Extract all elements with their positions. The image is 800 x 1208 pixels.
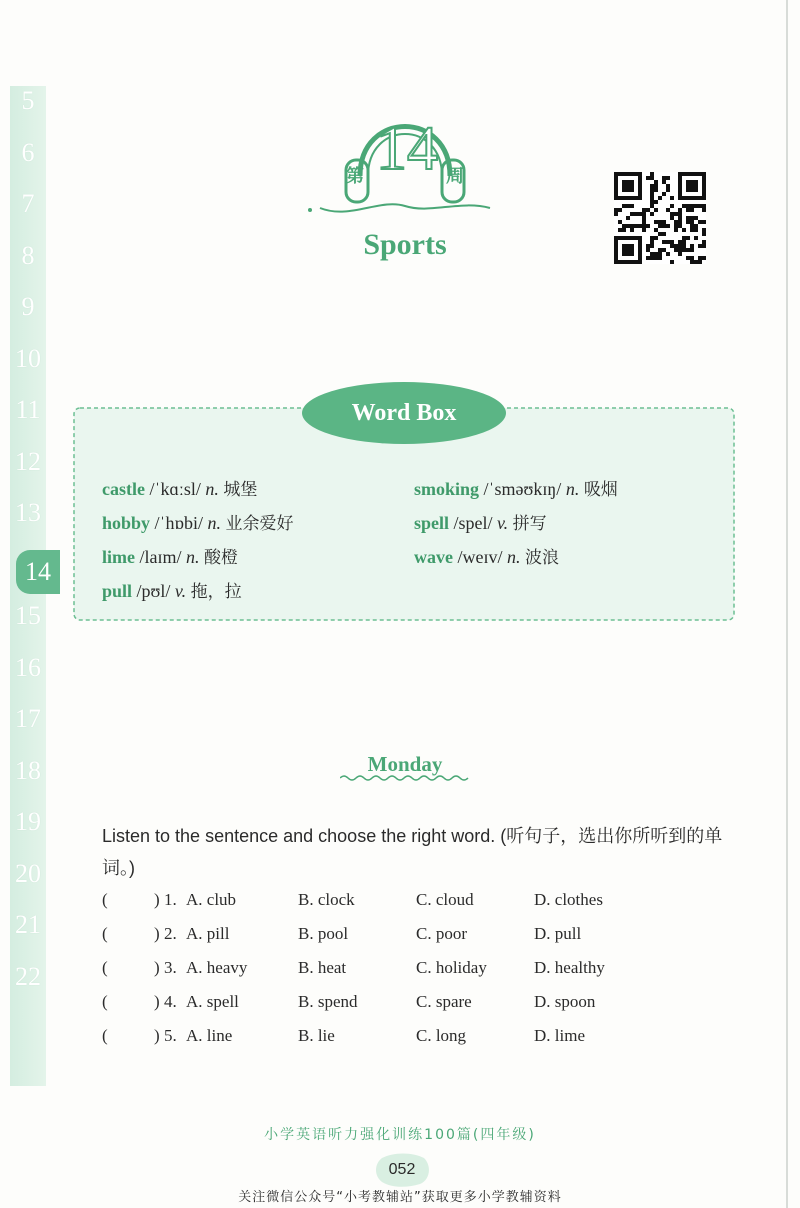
day-heading: Monday [367,752,443,776]
answer-bracket: ) [154,992,160,1011]
option-c: C. holiday [416,958,487,977]
vocab-word: wave [414,547,453,567]
week-tab-5: 5 [21,86,35,115]
vocab-pos: n. [186,547,200,567]
question-row [102,1026,722,1050]
week-tab-12: 12 [15,446,41,476]
vocab-entry [414,475,618,500]
week-tab-21: 21 [15,910,41,939]
vocab-entry [414,509,547,534]
week-tab-19: 19 [15,807,41,836]
answer-bracket: ) [154,924,160,943]
option-a: A. pill [186,924,230,943]
footer-notice: 关注微信公众号“小考教辅站”获取更多小学教辅资料 [238,1190,562,1205]
option-d: D. clothes [534,890,603,909]
week-number: 14 [376,115,438,183]
answer-bracket: ( [102,992,108,1011]
word-box-label: Word Box [302,382,506,444]
vocab-cn: 拼写 [512,514,547,534]
vocab-ipa: /ˈhɒbi/ [154,513,203,533]
week-tab-14: 14 [16,550,60,594]
vocab-word: lime [102,547,135,567]
vocab-cn: 业余爱好 [225,514,294,534]
week-tab-18: 18 [15,755,41,785]
option-c: C. poor [416,924,467,943]
wave-underline [340,774,470,782]
question-number: 5. [164,1026,177,1045]
page-edge-line [786,0,788,1208]
answer-bracket: ( [102,890,108,909]
option-b: B. lie [298,1026,335,1045]
vocab-ipa: /weɪv/ [457,547,503,567]
vocab-cn: 拖，拉 [190,582,242,602]
vocab-word: smoking [414,479,480,499]
vocab-entry [102,577,242,602]
option-b: B. heat [298,958,347,977]
option-d: D. spoon [534,992,596,1011]
question-row [102,890,722,914]
question-row [102,992,722,1016]
vocab-pos: v. [174,581,187,601]
option-b: B. spend [298,992,358,1011]
vocab-pos: n. [207,513,221,533]
instruction-text: Listen to the sentence and choose the right word. (听句子，选出你所听到的单词。) [102,826,723,878]
question-number: 3. [164,958,177,977]
week-tab-7: 7 [21,189,35,218]
week-tab-16: 16 [15,652,41,682]
page-number: 052 [388,1161,416,1178]
vocab-word: castle [102,479,145,499]
vocab-pos: n. [205,479,219,499]
option-c: C. cloud [416,890,474,909]
week-tab-22: 22 [15,961,41,991]
vocab-pos: v. [497,513,509,533]
week-tab-11: 11 [15,395,41,424]
option-a: A. spell [186,992,239,1011]
vocab-entry [102,543,238,568]
qr-code-icon [614,172,706,264]
option-d: D. healthy [534,958,605,977]
page-number-badge [372,1152,432,1188]
option-c: C. spare [416,992,472,1011]
vocab-word: pull [102,581,133,601]
vocab-ipa: /laɪm/ [139,547,182,567]
week-title: Sports [363,228,447,261]
question-number: 4. [164,992,177,1011]
question-row [102,958,722,982]
headphones-emblem [290,80,520,230]
answer-bracket: ) [154,1026,160,1045]
vocab-cn: 吸烟 [583,480,618,500]
option-a: A. line [186,1026,233,1045]
answer-bracket: ( [102,924,108,943]
week-tab-15: 15 [15,601,41,630]
vocab-ipa: /ˈsməʊkɪŋ/ [483,479,562,499]
question-row [102,924,722,948]
vocab-entry [102,509,293,534]
vocab-ipa: /ˈkɑːsl/ [149,479,201,499]
week-tab-6: 6 [21,137,35,167]
question-number: 1. [164,890,177,909]
vocab-cn: 波浪 [525,548,559,568]
answer-bracket: ( [102,1026,108,1045]
week-tabs [10,86,51,1086]
option-b: B. pool [298,924,349,943]
vocab-word: hobby [102,513,151,533]
vocab-entry [414,543,559,568]
book-title: 小学英语听力强化训练100篇(四年级) [264,1127,536,1143]
vocab-ipa: /pʊl/ [136,581,171,601]
week-prefix: 第 [346,166,364,187]
option-a: A. club [186,890,237,909]
week-tab-17: 17 [15,704,41,733]
vocab-cn: 酸橙 [204,548,238,568]
vocab-cn: 城堡 [223,480,258,500]
answer-bracket: ) [154,958,160,977]
vocab-ipa: /spel/ [453,513,493,533]
week-tab-8: 8 [21,240,35,270]
week-tab-10: 10 [15,343,41,373]
answer-bracket: ) [154,890,160,909]
vocab-entry [102,475,257,500]
vocab-pos: n. [507,547,521,567]
week-suffix: 周 [446,166,464,187]
week-tab-20: 20 [15,858,41,888]
option-c: C. long [416,1026,467,1045]
week-tab-13: 13 [15,498,41,527]
vocab-pos: n. [565,479,580,499]
vocab-word: spell [414,513,450,533]
option-d: D. lime [534,1026,585,1045]
answer-bracket: ( [102,958,108,977]
option-b: B. clock [298,890,355,909]
week-tab-9: 9 [21,292,35,321]
question-number: 2. [164,924,177,943]
option-d: D. pull [534,924,582,943]
option-a: A. heavy [186,958,248,977]
